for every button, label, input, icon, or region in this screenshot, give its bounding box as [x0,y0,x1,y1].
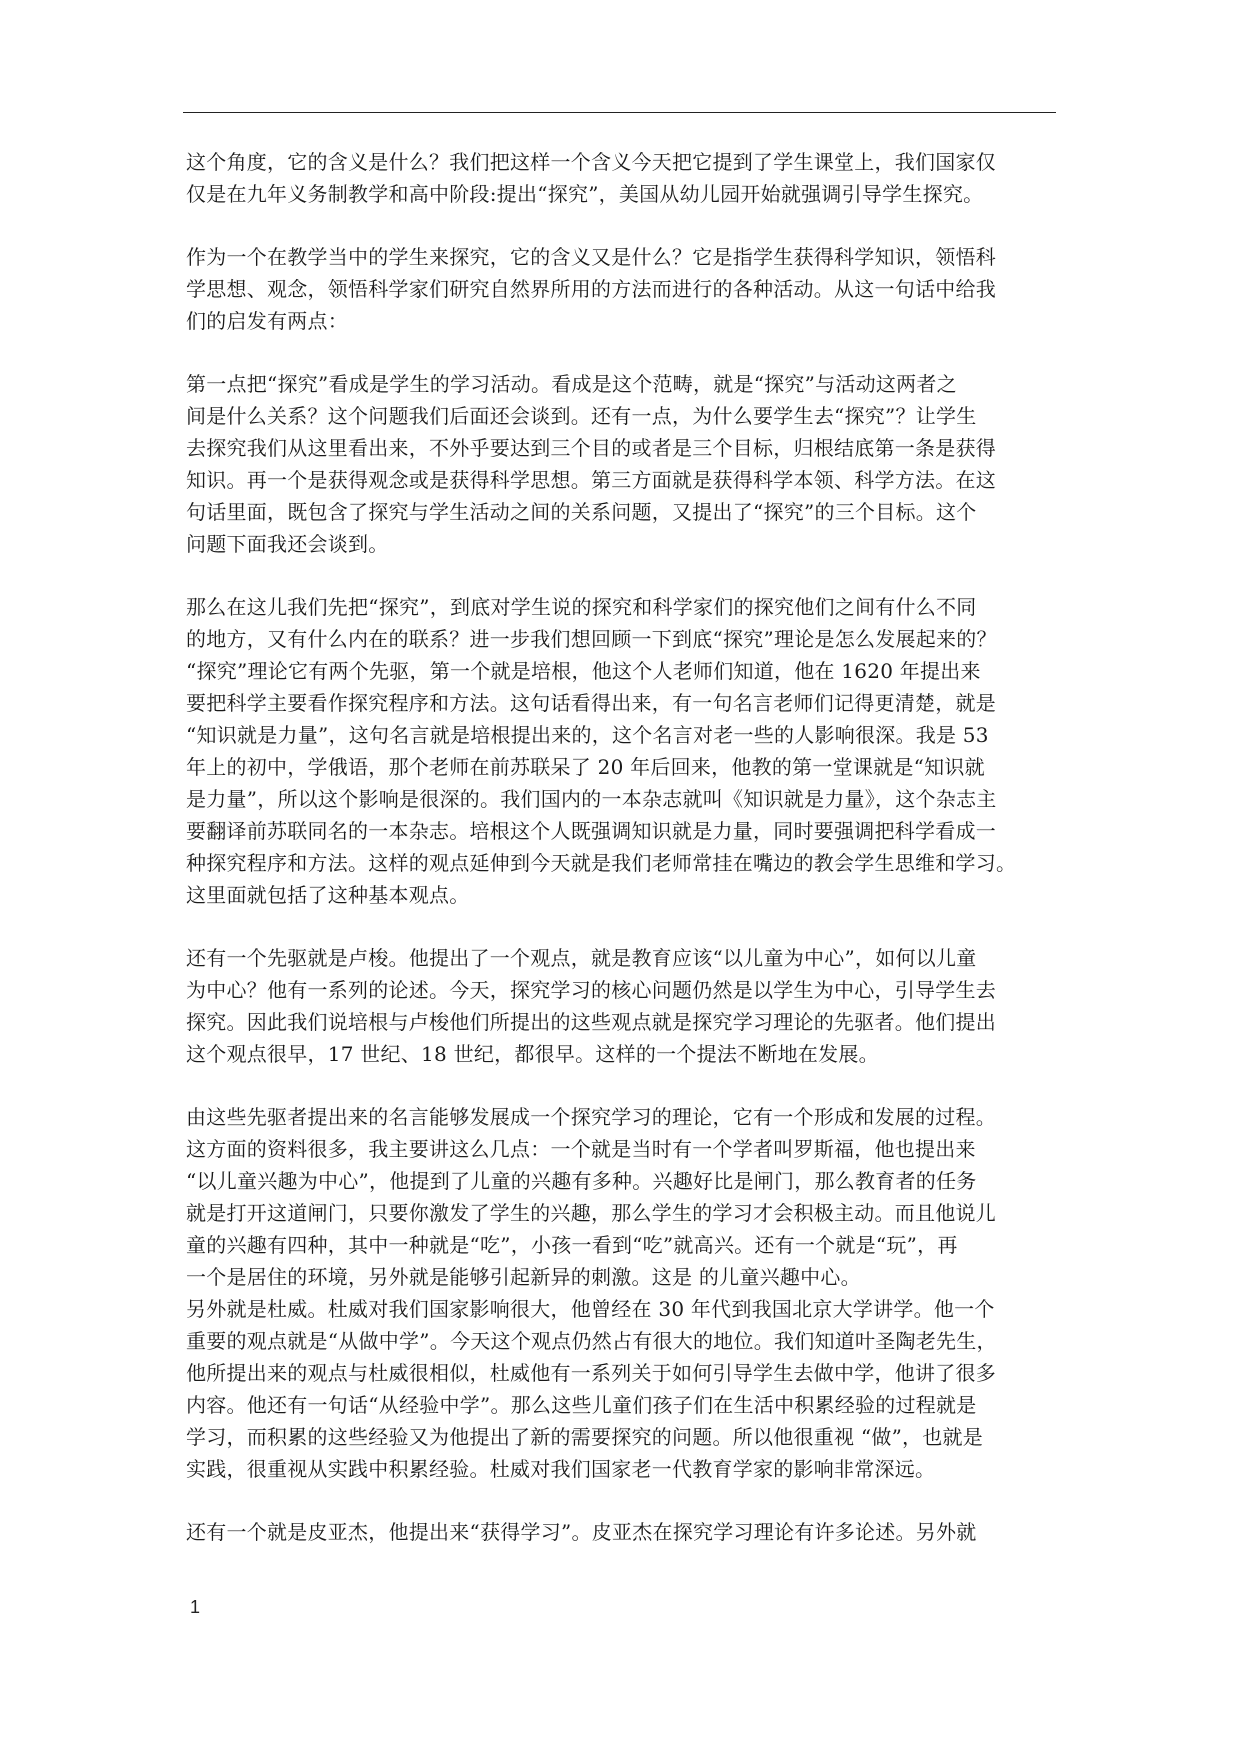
paragraph-6: 由这些先驱者提出来的名言能够发展成一个探究学习的理论，它有一个形成和发展的过程。 这方面的资料很多，我主要讲这么几点：一个就是当时有一个学者叫罗斯福，他也提出来 “以儿童兴趣为中心”，他提到了儿童的兴趣有多种。兴趣好比是闸门，那么教育者的任务 就是打开这道闸门，只要你激发了学生的兴趣，那么学生的学习才会积极主动。而且他说儿 童的兴趣有四种，其中一种就是“吃”，小孩一看到“吃”就高兴。还有一个就是“玩”，再 一个是居住的环境，另外就是能够引起新异的刺激。这是 的儿童兴趣中心。 [186,1105,996,1289]
paragraph-2: 作为一个在教学当中的学生来探究，它的含义又是什么？它是指学生获得科学知识，领悟科 学思想、观念，领悟科学家们研究自然界所用的方法而进行的各种活动。从这一句话中给我 们的启发有两点： [186,245,996,333]
page-number: 1 [190,1597,201,1617]
paragraph-7: 另外就是杜威。杜威对我们国家影响很大，他曾经在 30 年代到我国北京大学讲学。他一个 重要的观点就是“从做中学”。今天这个观点仍然占有很大的地位。我们知道叶圣陶老先生， 他所提出来的观点与杜威很相似，杜威他有一系列关于如何引导学生去做中学，他讲了很多 内容。他还有一句话“从经验中学”。那么这些儿童们孩子们在生活中积累经验的过程就是 学习，而积累的这些经验又为他提出了新的需要探究的问题。所以他很重视 “做”，也就是 实践，很重视从实践中积累经验。杜威对我们国家老一代教育学家的影响非常深远。 [186,1297,997,1481]
paragraph-1: 这个角度，它的含义是什么？我们把这样一个含义今天把它提到了学生课堂上，我们国家仅 仅是在九年义务制教学和高中阶段:提出“探究”，美国从幼儿园开始就强调引导学生探究。 [186,150,996,206]
paragraph-3: 第一点把“探究”看成是学生的学习活动。看成是这个范畴，就是“探究”与活动这两者之 间是什么关系？这个问题我们后面还会谈到。还有一点，为什么要学生去“探究”？让学生 去探究我们从这里看出来，不外乎要达到三个目的或者是三个目标，归根结底第一条是获得 知识。再一个是获得观念或是获得科学思想。第三方面就是获得科学本领、科学方法。在这 句话里面，既包含了探究与学生活动之间的关系问题，又提出了“探究”的三个目标。这个 问题下面我还会谈到。 [186,372,996,556]
paragraph-8: 还有一个就是皮亚杰，他提出来“获得学习”。皮亚杰在探究学习理论有许多论述。另外就 [186,1520,977,1544]
paragraph-4: 那么在这儿我们先把“探究”，到底对学生说的探究和科学家们的探究他们之间有什么不同 的地方，又有什么内在的联系？进一步我们想回顾一下到底“探究”理论是怎么发展起来的？ “探究”理论它有两个先驱，第一个就是培根，他这个人老师们知道，他在 1620 年提出来 要把科学主要看作探究程序和方法。这句话看得出来，有一句名言老师们记得更清楚，就是 “知识就是力量”，这句名言就是培根提出来的，这个名言对老一些的人影响很深。我是 53 年上的初中，学俄语，那个老师在前苏联呆了 20 年后回来，他教的第一堂课就是“知识就 是力量”，所以这个影响是很深的。我们国内的一本杂志就叫《知识就是力量》，这个杂志主 要翻译前苏联同名的一本杂志。培根这个人既强调知识就是力量，同时要强调把科学看成一 种探究程序和方法。这样的观点延伸到今天就是我们老师常挂在嘴边的教会学生思维和学习。 这里面就包括了这种基本观点。 [186,595,1017,907]
paragraph-5: 还有一个先驱就是卢梭。他提出了一个观点，就是教育应该“以儿童为中心”，如何以儿童 为中心？他有一系列的论述。今天，探究学习的核心问题仍然是以学生为中心，引导学生去 探究。因此我们说培根与卢梭他们所提出的这些观点就是探究学习理论的先驱者。他们提出 这个观点很早，17 世纪、18 世纪，都很早。这样的一个提法不断地在发展。 [186,946,996,1066]
document-body [186,146,1064,1579]
header-rule [183,112,1056,113]
